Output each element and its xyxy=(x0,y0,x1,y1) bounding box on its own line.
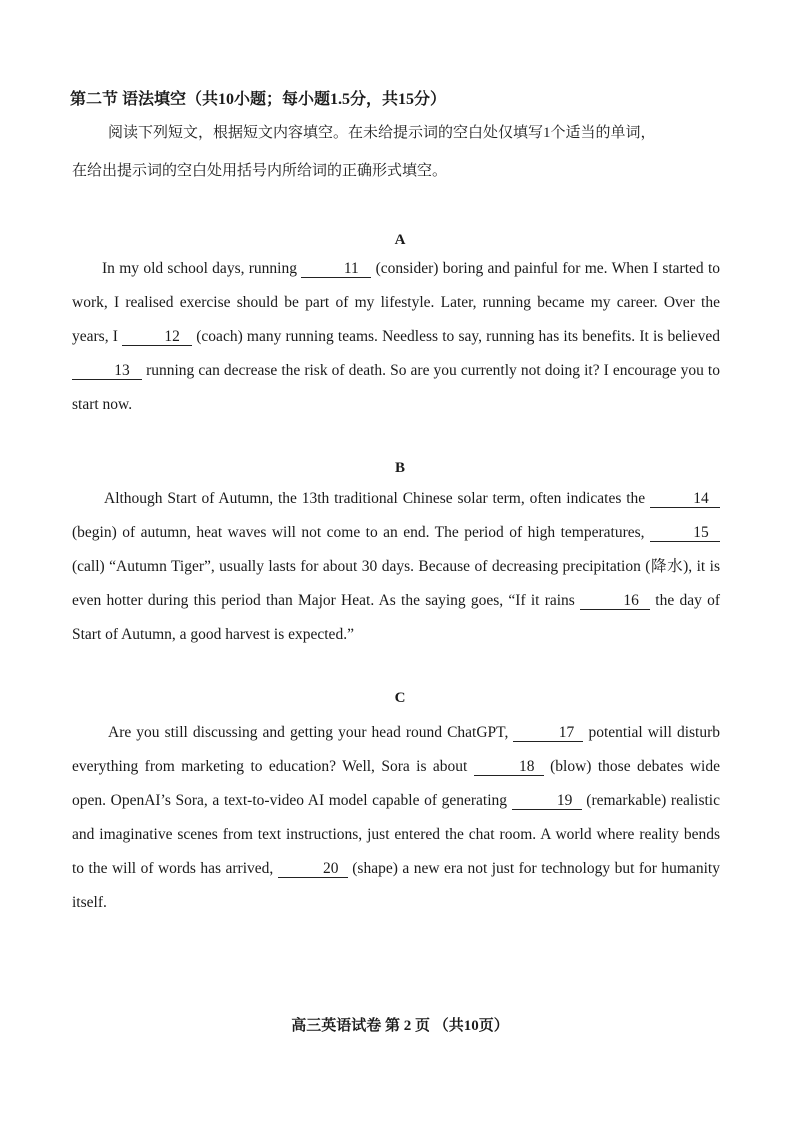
passage-text: Are you still discussing and getting your head round ChatGPT, xyxy=(108,724,514,741)
passage-c xyxy=(72,716,720,920)
section-a-heading: A xyxy=(394,232,406,248)
answer-blank-20: 20 xyxy=(278,861,348,878)
answer-blank-18: 18 xyxy=(474,759,544,776)
passage-text: (consider) boring and painful for me. When I started to work, I realised exercise should be part of my lifestyle. Later, running became my career. Over the years, I xyxy=(72,260,721,345)
passage-text: (begin) of autumn, heat waves will not come to an end. The period of high temperatures, xyxy=(72,524,650,541)
passage-a xyxy=(72,252,720,422)
passage-text: (call) “Autumn Tiger”, usually lasts for about 30 days. Because of decreasing precipitation (降水), it is even hotter during this period than Major Heat. As the saying goes, “If it rains xyxy=(72,558,720,609)
answer-blank-16: 16 xyxy=(580,593,650,610)
passage-text: In my old school days, running xyxy=(102,260,302,277)
answer-blank-17: 17 xyxy=(513,725,583,742)
passage-text: (remarkable) realistic and imaginative scenes from text instructions, just entered the chat room. A world where reality bends to the will of words has arrived, xyxy=(72,792,720,877)
section-c-heading: C xyxy=(394,690,406,706)
page-footer: 高三英语试卷 第 2 页 （共10页） xyxy=(291,1018,509,1034)
answer-blank-11: 11 xyxy=(301,261,371,278)
answer-blank-15: 15 xyxy=(650,525,720,542)
passage-text: (shape) a new era not just for technology but for humanity itself. xyxy=(72,860,720,911)
passage-text: potential will disturb everything from marketing to education? Well, Sora is about xyxy=(72,724,721,775)
passage-text: Although Start of Autumn, the 13th traditional Chinese solar term, often indicates the xyxy=(104,490,650,507)
answer-blank-14: 14 xyxy=(650,491,720,508)
passage-text: (coach) many running teams. Needless to say, running has its benefits. It is believed xyxy=(192,328,720,345)
instruction-line-1: 阅读下列短文，根据短文内容填空。在未给提示词的空白处仅填写1个适当的单词， xyxy=(108,125,656,141)
instruction-line-2: 在给出提示词的空白处用括号内所给词的正确形式填空。 xyxy=(72,163,448,179)
section-header: 第二节 语法填空（共10小题；每小题1.5分，共15分） xyxy=(70,91,447,108)
passage-text: the day of Start of Autumn, a good harvest is expected.” xyxy=(72,592,720,643)
answer-blank-13: 13 xyxy=(72,363,142,380)
passage-text: running can decrease the risk of death. So are you currently not doing it? I encourage you to start now. xyxy=(72,362,720,413)
answer-blank-12: 12 xyxy=(122,329,192,346)
answer-blank-19: 19 xyxy=(512,793,582,810)
section-b-heading: B xyxy=(394,460,405,476)
passage-text: (blow) those debates wide open. OpenAI’s Sora, a text-to-video AI model capable of generating xyxy=(72,758,720,809)
passage-b xyxy=(72,482,720,652)
